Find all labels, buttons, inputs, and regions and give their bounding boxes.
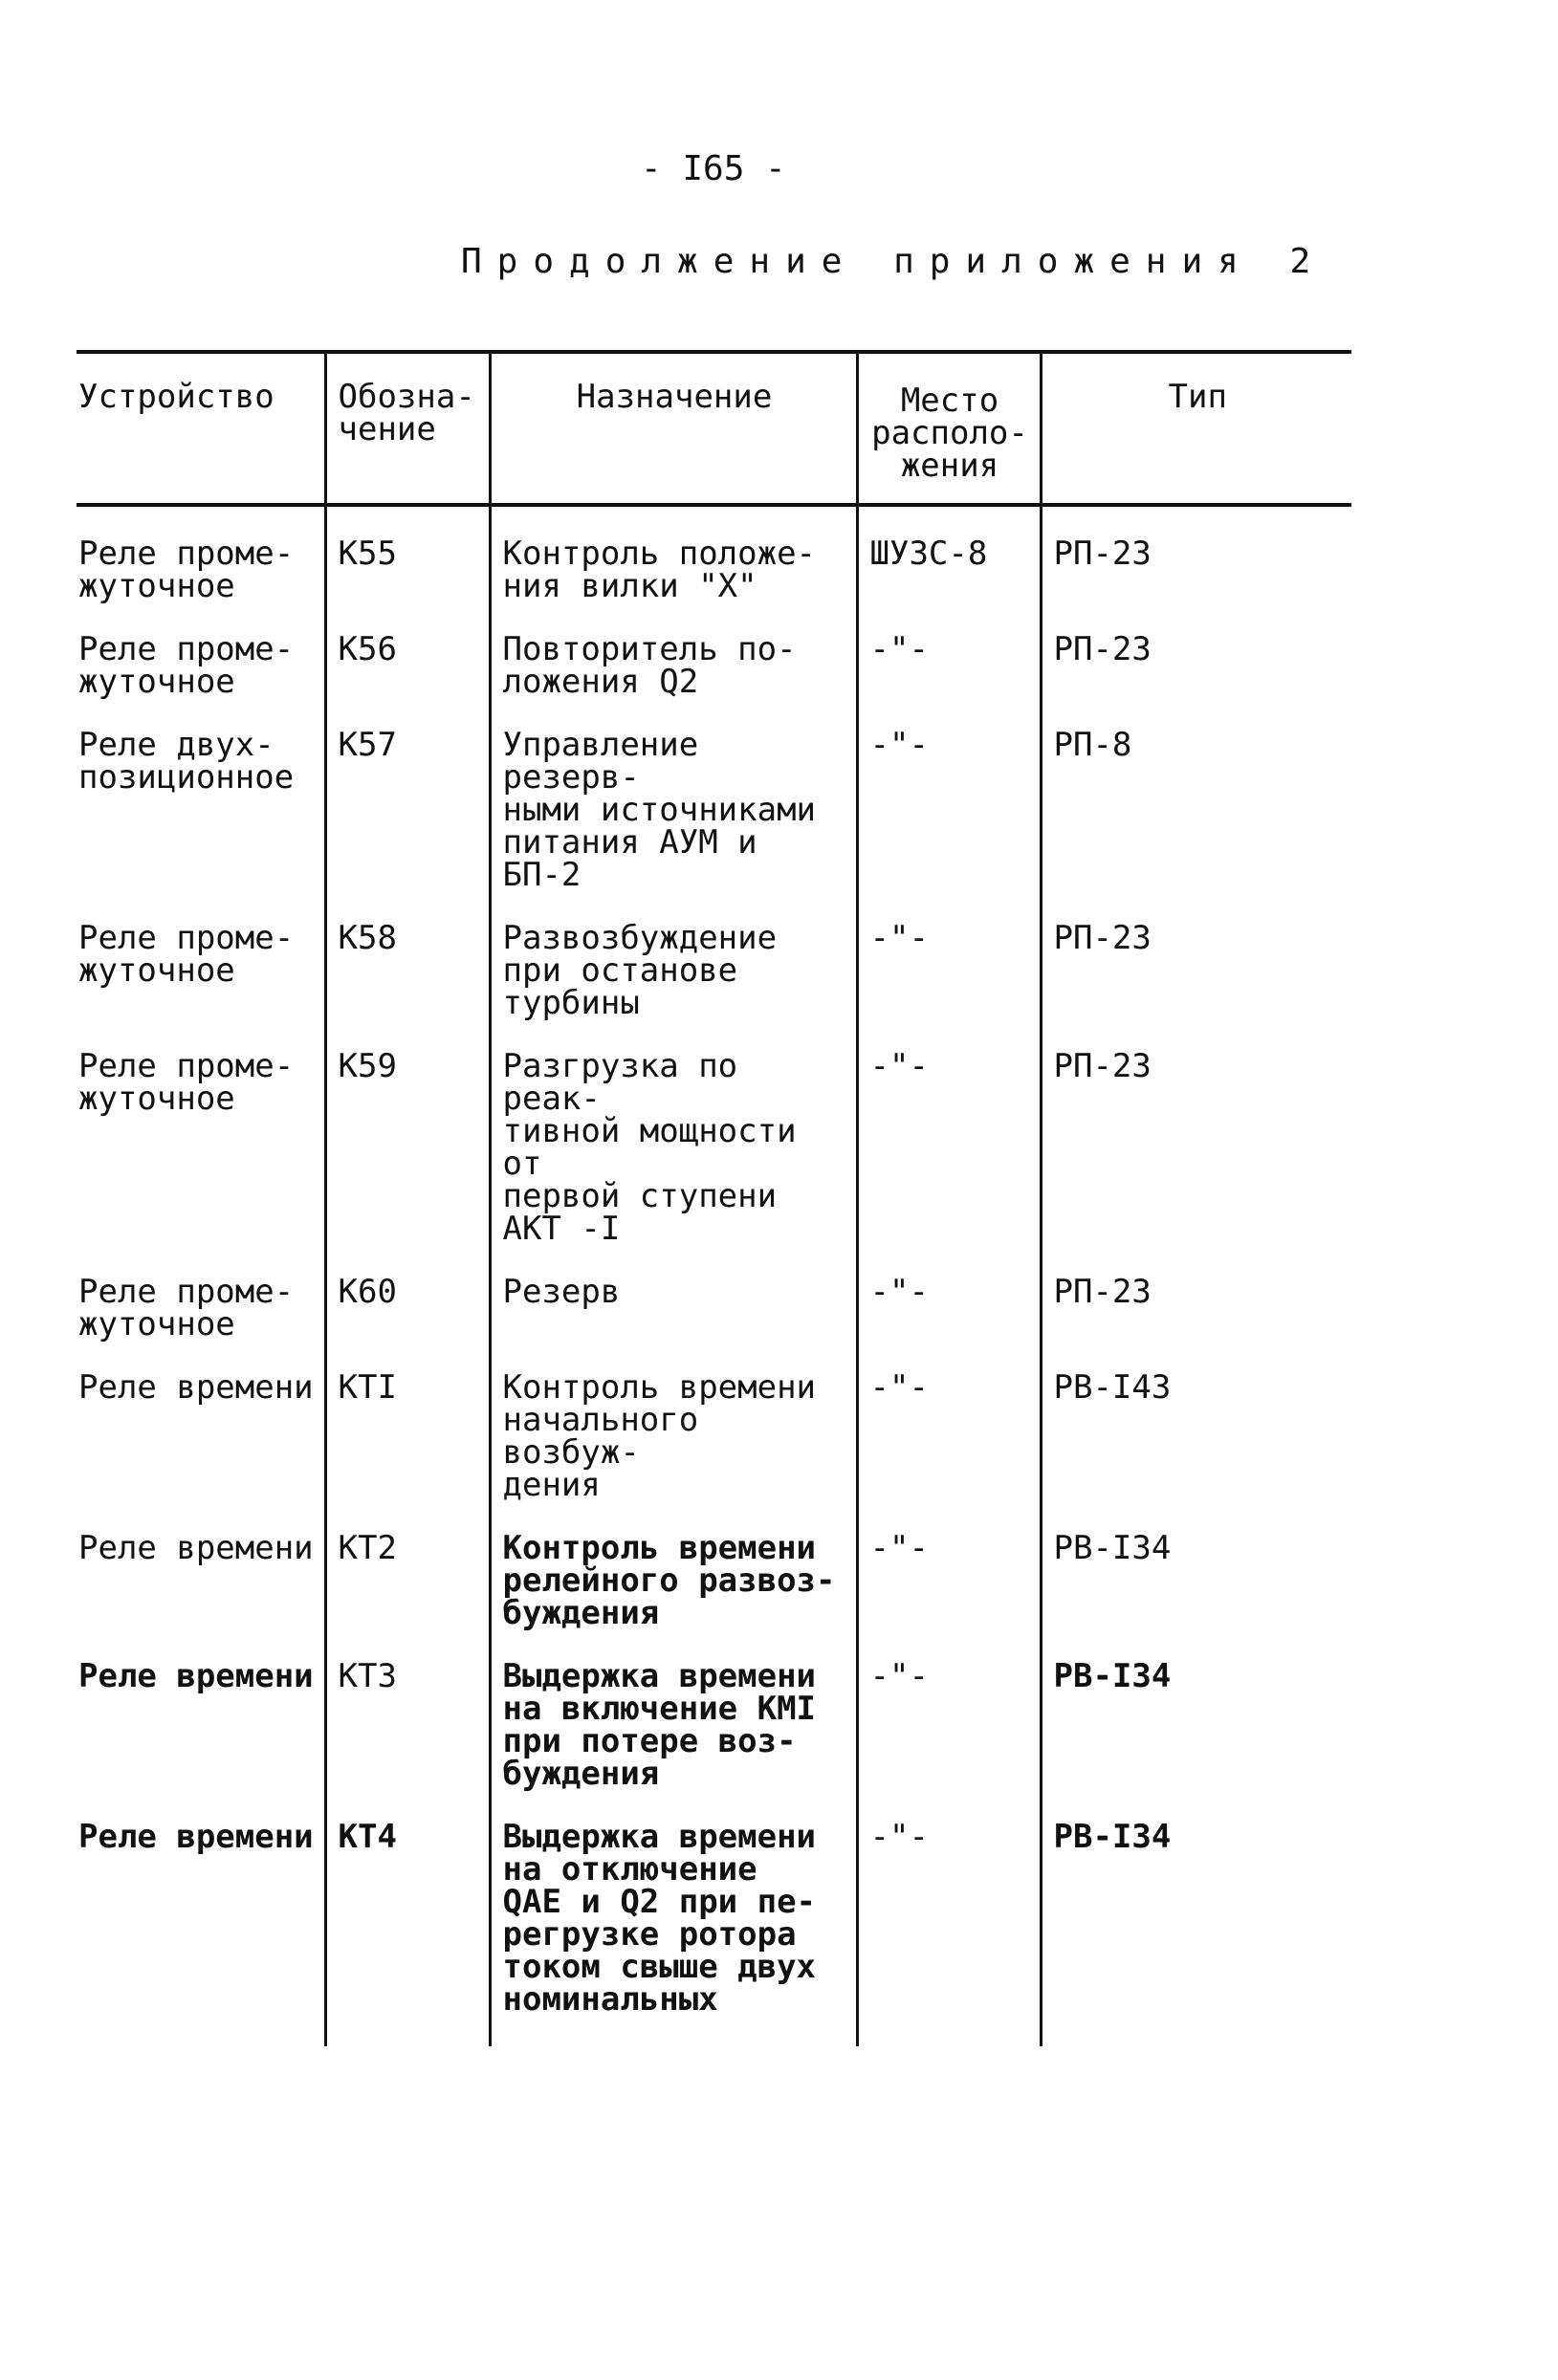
cell-location: ШУЗС-8 xyxy=(857,505,1041,633)
cell-type: РВ-I34 xyxy=(1041,1821,1351,2046)
cell-device: Реле времени xyxy=(78,1529,314,1567)
cell-type: РП-23 xyxy=(1041,922,1351,1050)
cell-location: -"- xyxy=(857,922,1041,1050)
cell-purpose: Контроль положе- ния вилки "Х" xyxy=(490,505,857,633)
header-designation: Обозна- чение xyxy=(325,352,490,505)
cell-designation: КТI xyxy=(325,1371,490,1532)
table-row xyxy=(77,1660,1351,1821)
cell-purpose: Выдержка времени на отключение QАЕ и Q2 при пе- регрузке ротора током свыше двух номинальных xyxy=(490,1821,857,2046)
cell-designation: К55 xyxy=(325,505,490,633)
cell-designation: КТ2 xyxy=(325,1532,490,1660)
table-row xyxy=(77,633,1351,729)
cell-device: Реле проме- жуточное xyxy=(78,1273,295,1343)
header-location: Место располо- жения xyxy=(857,352,1041,505)
cell-device: Реле проме- жуточное xyxy=(78,535,295,605)
cell-type: РП-23 xyxy=(1041,1050,1351,1276)
table-row xyxy=(77,1276,1351,1371)
cell-device: Реле времени xyxy=(78,1818,314,1856)
cell-designation: К56 xyxy=(325,633,490,729)
page-heading: Продолжение приложения 2 xyxy=(461,242,1327,281)
cell-location: -"- xyxy=(857,1821,1041,2046)
cell-location: -"- xyxy=(857,729,1041,922)
cell-designation: К59 xyxy=(325,1050,490,1276)
cell-designation: КТ3 xyxy=(325,1660,490,1821)
cell-device: Реле двух- позиционное xyxy=(78,726,295,797)
cell-device: Реле проме- жуточное xyxy=(78,1047,295,1118)
cell-location: -"- xyxy=(857,1276,1041,1371)
cell-device: Реле проме- жуточное xyxy=(78,630,295,701)
header-purpose: Назначение xyxy=(490,352,857,505)
table-row xyxy=(77,1532,1351,1660)
header-device: Устройство xyxy=(78,378,274,416)
cell-type: РП-23 xyxy=(1041,633,1351,729)
cell-purpose: Разгрузка по реак- тивной мощности от первой ступени АКТ -I xyxy=(490,1050,857,1276)
cell-type: РП-23 xyxy=(1041,505,1351,633)
cell-type: РВ-I34 xyxy=(1041,1660,1351,1821)
cell-purpose: Резерв xyxy=(490,1276,857,1371)
table-header-row xyxy=(77,352,1351,505)
cell-location: -"- xyxy=(857,1532,1041,1660)
table-row xyxy=(77,922,1351,1050)
cell-type: РП-23 xyxy=(1041,1276,1351,1371)
cell-purpose: Выдержка времени на включение КМI при потере воз- буждения xyxy=(490,1660,857,1821)
table-row xyxy=(77,1821,1351,2046)
relay-table xyxy=(77,350,1351,2046)
cell-location: -"- xyxy=(857,1660,1041,1821)
cell-purpose: Контроль времени начального возбуж- дения xyxy=(490,1371,857,1532)
cell-designation: КТ4 xyxy=(325,1821,490,2046)
cell-designation: К60 xyxy=(325,1276,490,1371)
cell-device: Реле времени xyxy=(78,1657,314,1695)
cell-designation: К57 xyxy=(325,729,490,922)
cell-purpose: Повторитель по- ложения Q2 xyxy=(490,633,857,729)
cell-purpose: Управление резерв- ными источниками питания АУМ и БП-2 xyxy=(490,729,857,922)
cell-location: -"- xyxy=(857,1371,1041,1532)
cell-purpose: Контроль времени релейного развоз- буждения xyxy=(490,1532,857,1660)
cell-type: РВ-I34 xyxy=(1041,1532,1351,1660)
cell-type: РВ-I43 xyxy=(1041,1371,1351,1532)
table-row xyxy=(77,505,1351,633)
cell-location: -"- xyxy=(857,633,1041,729)
cell-location: -"- xyxy=(857,1050,1041,1276)
cell-device: Реле времени xyxy=(78,1368,314,1407)
cell-designation: К58 xyxy=(325,922,490,1050)
table-row xyxy=(77,1371,1351,1532)
cell-type: РП-8 xyxy=(1041,729,1351,922)
table-row xyxy=(77,1050,1351,1276)
cell-device: Реле проме- жуточное xyxy=(78,919,295,990)
cell-purpose: Развозбуждение при останове турбины xyxy=(490,922,857,1050)
page-number: - I65 - xyxy=(641,149,786,188)
header-type: Тип xyxy=(1041,352,1351,505)
table-row xyxy=(77,729,1351,922)
